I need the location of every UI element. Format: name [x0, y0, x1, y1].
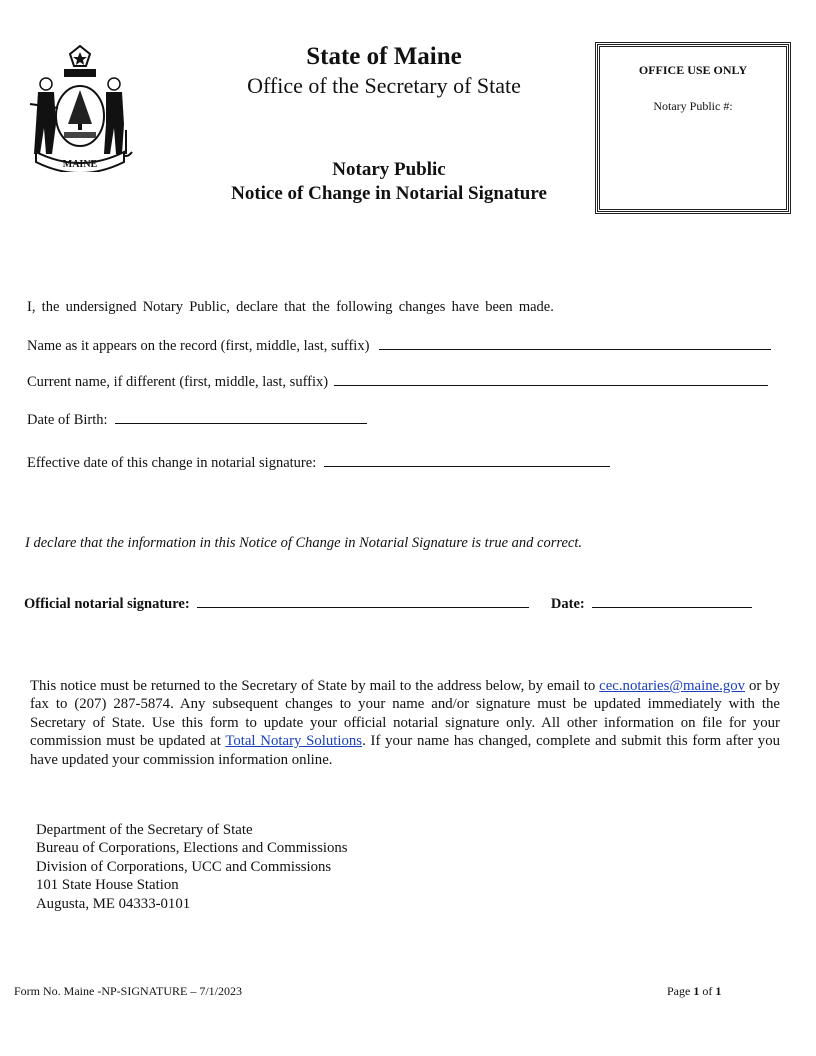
- signature-label: Official notarial signature:: [24, 596, 190, 612]
- office-use-title: OFFICE USE ONLY: [638, 63, 748, 77]
- current-name-field[interactable]: [334, 372, 768, 386]
- office-use-box: [595, 42, 791, 214]
- effective-date-field[interactable]: [324, 453, 610, 467]
- page-of: of: [699, 984, 716, 998]
- address-line: Department of the Secretary of State: [36, 822, 253, 838]
- notice-text-3: . If your name has changed, complete and submit this form after you have updated your commission information online.: [30, 733, 780, 768]
- address-line: Division of Corporations, UCC and Commissions: [36, 858, 332, 875]
- record-name-field[interactable]: [379, 336, 771, 350]
- signature-date-field[interactable]: [592, 594, 752, 608]
- page-prefix: Page: [667, 984, 694, 998]
- signature-row: [24, 594, 752, 613]
- form-title-line1: Notary Public: [332, 159, 446, 180]
- notice-text-1: This notice must be returned to the Secretary of State by mail to the address below, by email to: [30, 678, 600, 694]
- date-of-birth-label: Date of Birth:: [27, 412, 108, 428]
- effective-date-row: [27, 453, 610, 472]
- address-line: 101 State House Station: [36, 877, 179, 894]
- address-line: Bureau of Corporations, Elections and Commissions: [36, 840, 348, 857]
- attestation-text: I declare that the information in this Notice of Change in Notarial Signature is true and correct.: [25, 535, 582, 551]
- form-title-line2: Notice of Change in Notarial Signature: [231, 183, 547, 204]
- notice-text-2: or by fax to (207) 287-5874. Any subsequent changes to your name and/or signature must be updated immediately with the Secretary of State. Use this form to update your official notarial signature only. All other information on file for your commission must be updated at: [30, 678, 780, 750]
- svg-text:MAINE: MAINE: [62, 159, 98, 170]
- page-title: State of Maine: [306, 43, 462, 70]
- page-current: 1: [693, 984, 700, 998]
- current-name-label: Current name, if different (first, middle, last, suffix): [27, 374, 329, 390]
- effective-date-label: Effective date of this change in notarial signature:: [27, 455, 317, 471]
- form-title: [190, 158, 588, 206]
- page-total: 1: [715, 984, 722, 998]
- email-link[interactable]: cec.notaries@maine.gov: [599, 678, 746, 694]
- date-of-birth-row: [27, 410, 367, 429]
- page-number: [667, 984, 721, 999]
- date-of-birth-field[interactable]: [115, 410, 367, 424]
- page-subtitle: Office of the Secretary of State: [247, 73, 521, 98]
- current-name-row: [27, 372, 768, 391]
- record-name-row: [27, 336, 771, 355]
- record-name-label: Name as it appears on the record (first, middle, last, suffix): [27, 338, 370, 354]
- state-seal-logo: [26, 44, 134, 172]
- total-notary-solutions-link[interactable]: Total Notary Solutions: [225, 733, 363, 750]
- declaration-text: I, the undersigned Notary Public, declare that the following changes have been made.: [27, 299, 554, 315]
- signature-field[interactable]: [197, 594, 529, 608]
- notary-number-label: Notary Public #:: [653, 99, 733, 113]
- form-number: Form No. Maine -NP-SIGNATURE – 7/1/2023: [14, 984, 242, 998]
- mailing-address: [36, 821, 348, 913]
- return-instructions: [30, 677, 780, 769]
- signature-date-label: Date:: [550, 596, 585, 612]
- address-line: Augusta, ME 04333-0101: [36, 895, 191, 912]
- maine-seal-icon: [26, 44, 134, 172]
